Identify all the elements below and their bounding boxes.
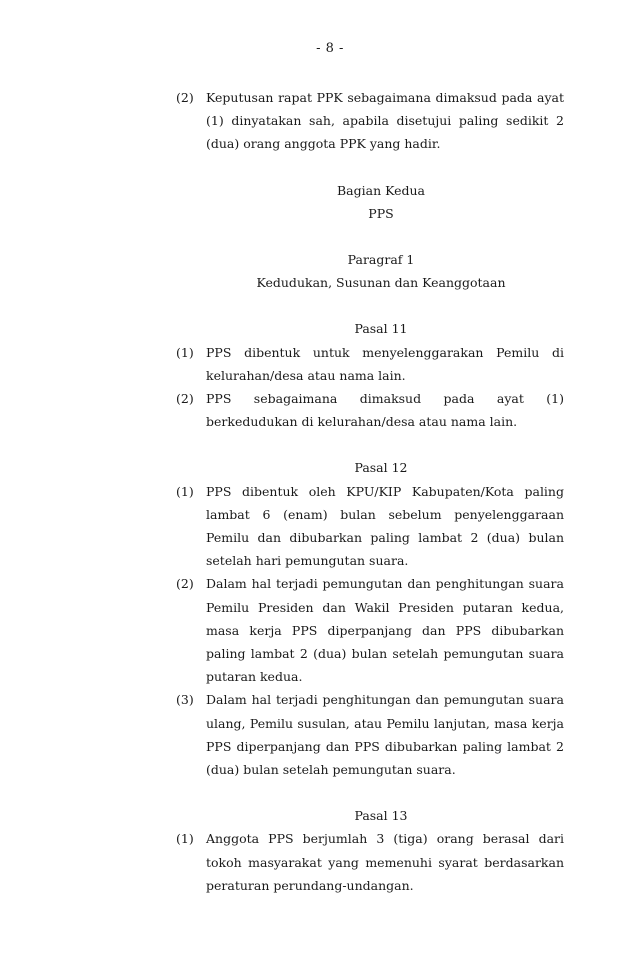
page-content bbox=[176, 86, 564, 897]
article-heading-13: Pasal 13 bbox=[354, 808, 408, 824]
item-number: (1) bbox=[176, 344, 194, 360]
paragraph-item bbox=[176, 86, 564, 156]
item-number: (2) bbox=[176, 391, 194, 407]
paragraph-item bbox=[176, 572, 564, 688]
item-text: Keputusan rapat PPK sebagaimana dimaksud pada ayat (1) dinyatakan sah, apabila disetujui paling sedikit 2 (dua) orang anggota PPK yang hadir. bbox=[206, 90, 564, 152]
item-number: (2) bbox=[176, 576, 194, 592]
paragraph-item bbox=[176, 827, 564, 897]
item-number: (2) bbox=[176, 90, 194, 105]
paragraph-heading: Paragraf 1 bbox=[347, 252, 415, 268]
paragraph-item bbox=[176, 341, 564, 387]
article-heading-12: Pasal 12 bbox=[354, 460, 408, 476]
item-number: (3) bbox=[176, 692, 194, 708]
item-text: Dalam hal terjadi penghitungan dan pemungutan suara ulang, Pemilu susulan, atau Pemilu lanjutan, masa kerja PPS diperpanjang dan PPS dibubarkan paling lambat 2 (dua) bulan setelah pemungutan suara. bbox=[206, 692, 564, 778]
paragraph-item bbox=[176, 387, 564, 433]
item-text: Anggota PPS berjumlah 3 (tiga) orang berasal dari tokoh masyarakat yang memenuhi syarat berdasarkan peraturan perundang-undangan. bbox=[206, 831, 564, 893]
section-heading: Bagian Kedua bbox=[336, 182, 426, 198]
item-number: (1) bbox=[176, 831, 194, 847]
page-number: - 8 - bbox=[316, 41, 344, 56]
item-number: (1) bbox=[176, 483, 194, 499]
item-text: PPS dibentuk untuk menyelenggarakan Pemilu di kelurahan/desa atau nama lain. bbox=[206, 344, 564, 383]
item-text: Dalam hal terjadi pemungutan dan penghitungan suara Pemilu Presiden dan Wakil Presiden putaran kedua, masa kerja PPS diperpanjang dan PPS dibubarkan paling lambat 2 (dua) bulan setelah pemungutan suara putaran kedua. bbox=[206, 576, 564, 685]
paragraph-item bbox=[176, 480, 564, 573]
item-text: PPS dibentuk oleh KPU/KIP Kabupaten/Kota paling lambat 6 (enam) bulan sebelum penyelenggaraan Pemilu dan dibubarkan paling lambat 2 (dua) bulan setelah hari pemungutan suara. bbox=[206, 483, 564, 569]
item-text: PPS sebagaimana dimaksud pada ayat (1) berkedudukan di kelurahan/desa atau nama lain. bbox=[206, 391, 564, 430]
paragraph-item bbox=[176, 688, 564, 781]
paragraph-subheading: Kedudukan, Susunan dan Keanggotaan bbox=[256, 275, 506, 291]
article-heading-11: Pasal 11 bbox=[354, 321, 408, 337]
section-subheading: PPS bbox=[368, 205, 394, 221]
